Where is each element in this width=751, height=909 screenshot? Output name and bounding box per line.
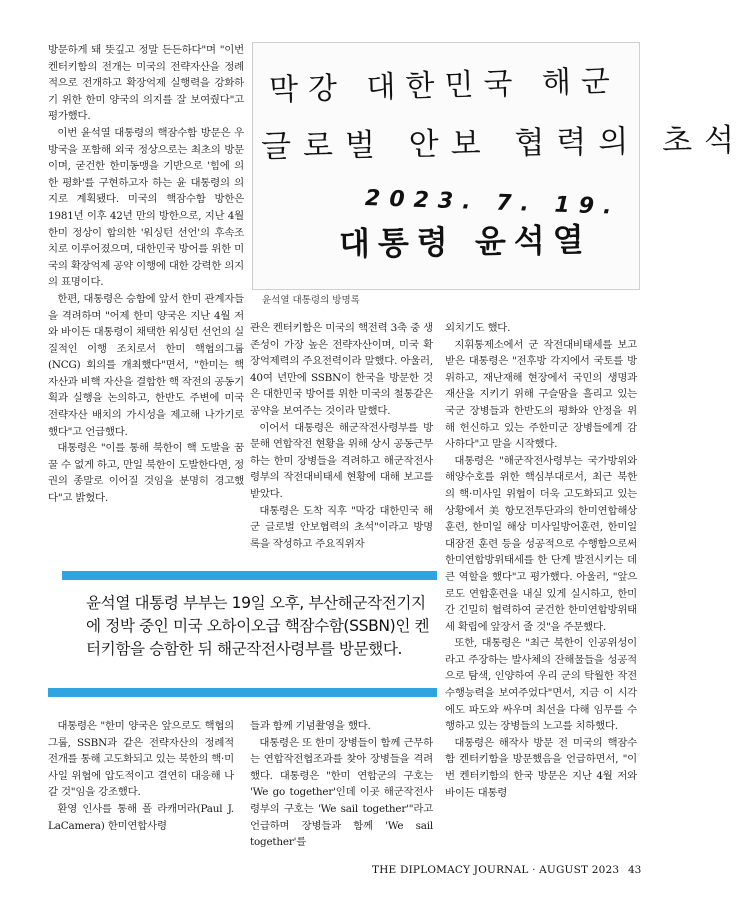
article-column-top-left xyxy=(48,42,244,547)
paragraph: 외치기도 했다. xyxy=(445,322,511,334)
paragraph: 대통령은 도착 직후 "막강 대한민국 해군 글로벌 안보협력의 초석"이라고 방명록을 작성하고 주요직위자 xyxy=(250,504,433,550)
paragraph: 들과 함께 기념촬영을 했다. xyxy=(250,720,371,732)
paragraph: 대통령은 해작사 방문 전 미국의 핵잠수함 켄터키함을 방문했음을 언급하면서, "이번 켄터키함의 한국 방문은 지난 4월 저와 바이든 대통령 xyxy=(445,736,637,799)
article-column-bottom-left xyxy=(48,718,234,868)
paragraph: 대통령은 또 한미 장병들이 함께 근무하는 연합작전협조과를 찾아 장병들을 격려했다. 대통령은 "한미 연합군의 구호는 'We go together'인데 이곳 해군작전사령부의 구호는 'We sail together'"라고 언급하며 장병들과 함께 'We sail together'를 xyxy=(250,736,433,849)
paragraph: 지휘통제소에서 군 작전대비태세를 보고받은 대통령은 "전후방 각지에서 국토를 방위하고, 재난재해 현장에서 국민의 생명과 재산을 지키기 위해 구슬땀을 흘리고 있는 국군 장병들과 한반도의 평화와 안정을 위해 헌신하고 있는 주한미군 장병들에게 감사하다"고 말을 시작했다. xyxy=(445,338,637,451)
footer-journal-title: THE DIPLOMACY JOURNAL · AUGUST 2023 xyxy=(372,864,620,876)
signature-line-1: 막강 대한민국 해군 xyxy=(268,63,621,108)
pullquote-bar-top xyxy=(62,571,437,580)
pullquote: 윤석열 대통령 부부는 19일 오후, 부산해군작전기지에 정박 중인 미국 오하이오급 핵잠수함(SSBN)인 켄터키함을 승함한 뒤 해군작전사령부를 방문했다. xyxy=(86,594,430,658)
page-number: 43 xyxy=(628,864,642,876)
paragraph: 방문하게 돼 뜻깊고 정말 든든하다"며 "이번 켄터키함의 전개는 미국의 전략자산을 정례적으로 전개하고 확장억제 실행력을 강화하기 위한 한미 양국의 의지를 잘 보여줬다"고 평가했다. xyxy=(48,44,244,123)
paragraph: 한편, 대통령은 승함에 앞서 한미 관계자들을 격려하며 "어제 한미 양국은 지난 4월 저와 바이든 대통령이 채택한 워싱턴 선언의 실질적인 이행 조치로서 한미 핵협의그룹(NCG) 회의를 개최했다"면서, "한미는 핵 자산과 비핵 자산을 결합한 핵 작전의 공동기획과 실행을 논의하고, 한반도 주변에 미국 전략자산 배치의 가시성을 제고해 나가기로 했다"고 언급했다. xyxy=(48,292,244,438)
article-column-right xyxy=(445,320,637,870)
pullquote-bar-bottom xyxy=(48,688,437,697)
paragraph: 환영 인사를 통해 폴 라캐머라(Paul J. LaCamera) 한미연합사령 xyxy=(48,802,234,832)
signature-line-2: 글로벌 안보 협력의 초석 xyxy=(260,122,747,165)
signature-signer: 대통령 윤석열 xyxy=(338,220,592,263)
article-column-mid-center xyxy=(250,320,433,550)
paragraph: 대통령은 "한미 양국은 앞으로도 핵협의그룹, SSBN과 같은 전략자산의 정례적 전개를 통해 고도화되고 있는 북한의 핵·미사일 위협에 압도적이고 결연히 대응해 나갈 것"임을 강조했다. xyxy=(48,720,234,799)
paragraph: 또한, 대통령은 "최근 북한이 인공위성이라고 주장하는 발사체의 잔해물들을 성공적으로 탐색, 인양하여 우리 군의 탁월한 작전수행능력을 보여주었다"면서, 지금 이 시각에도 파도와 싸우며 최선을 다해 임무를 수행하고 있는 장병들의 노고를 치하했다. xyxy=(445,637,637,733)
guestbook-signature-image xyxy=(252,42,747,290)
paragraph: 이어서 대통령은 해군작전사령부를 방문해 연합작전 현황을 위해 상시 공동근무하는 한미 장병들을 격려하고 해군작전사령부의 작전대비태세 현황에 대해 보고를 받았다. xyxy=(250,421,433,500)
paragraph: 이번 윤석열 대통령의 핵잠수함 방문은 우방국을 포함해 외국 정상으로는 최초의 방문이며, 굳건한 한미동맹을 기반으로 '힘에 의한 평화'를 구현하고자 하는 윤 대통령의 의지로 계획됐다. 미국의 핵잠수함 방한은 1981년 이후 42년 만의 방한으로, 지난 4월 한미 정상이 합의한 '워싱턴 선언'의 후속조치로 이루어졌으며, 대한민국 방어를 위한 미국의 확장억제 공약 이행에 대한 강력한 의지의 표명이다. xyxy=(48,126,244,289)
paragraph: 대통령은 "해군작전사령부는 국가방위와 해양수호를 위한 핵심부대로서, 최근 북한의 핵·미사일 위협이 더욱 고도화되고 있는 상황에서 美 항모전투단과의 한미연합해상훈련, 한미일 해상 미사일방어훈련, 한미일 대잠전 훈련 등을 성공적으로 수행함으로써 한미연합방위태세를 한 단계 발전시키는 데 큰 역할을 했다"고 평가했다. 아울러, "앞으로도 연합훈련을 내실 있게 실시하고, 한미 간 긴밀히 협력하여 굳건한 한미연합방위태세 확립에 앞장서 줄 것"을 주문했다. xyxy=(445,454,637,633)
photo-caption: 윤석열 대통령의 방명록 xyxy=(262,295,360,306)
paragraph: 대통령은 "이를 통해 북한이 핵 도발을 꿈꿀 수 없게 하고, 만일 북한이 도발한다면, 정권의 종말로 이어질 것임을 분명히 경고했다"고 밝혔다. xyxy=(48,442,244,505)
paragraph: 관은 켄터키함은 미국의 핵전력 3축 중 생존성이 가장 높은 전략자산이며, 미국 확장억제력의 주요전력이라 말했다. 아울러, 40여 년만에 SSBN이 한국을 방문한 것은 대한민국 방어를 위한 미국의 철통같은 공약을 보여주는 것이라 말했다. xyxy=(250,322,433,417)
signature-date: 2023. 7. 19. xyxy=(364,186,621,220)
article-column-bottom-center xyxy=(250,718,433,868)
